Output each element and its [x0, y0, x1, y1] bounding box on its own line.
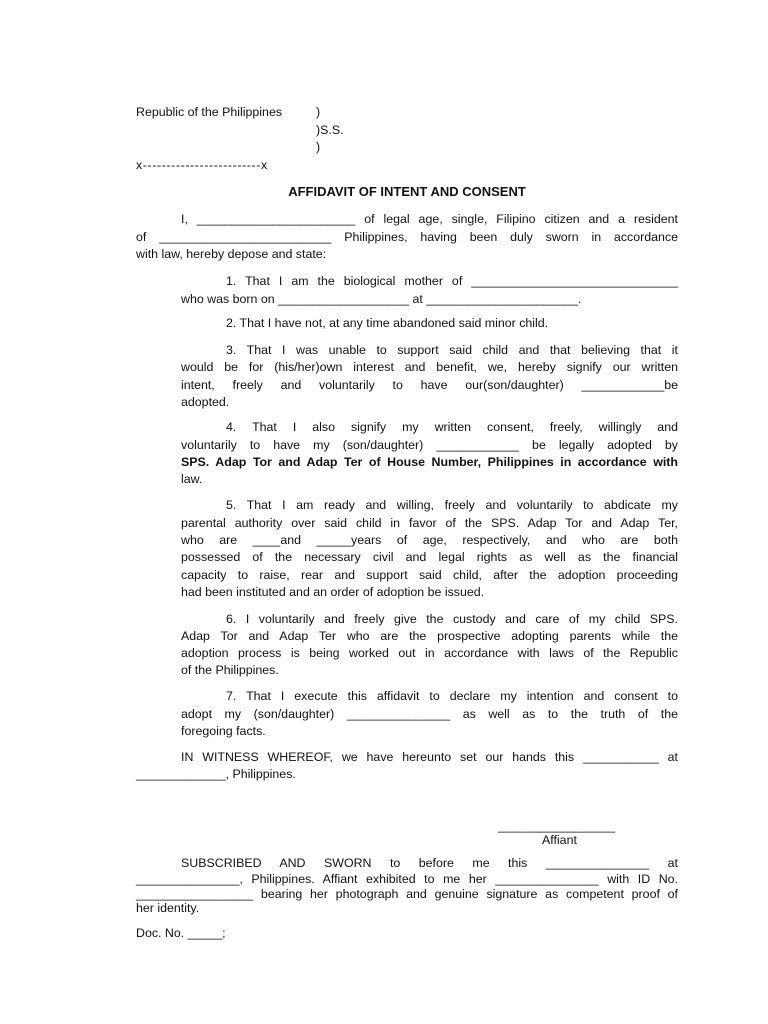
item-5-line-2: parental authority over said child in favor of the SPS. Adap Tor and Adap Ter,	[181, 516, 678, 530]
item-3-line-2: would be for (his/her)own interest and benefit, we, hereby signify our written	[181, 360, 678, 374]
jurat-line-4: her identity.	[136, 901, 200, 915]
caption-paren-3: )	[316, 140, 321, 154]
item-7-line-3: foregoing facts.	[181, 724, 266, 738]
item-1-line-2: who was born on ___________________ at ______________________.	[181, 292, 582, 306]
item-5-line-3: who are ____and _____years of age, respectively, and who are both	[181, 533, 678, 547]
item-4-line-4: law.	[181, 472, 203, 486]
item-4-line-1: 4. That I also signify my written consent, freely, willingly and	[226, 420, 678, 434]
witness-line-1: IN WITNESS WHEREOF, we have hereunto set our hands this ___________ at	[181, 750, 678, 764]
item-7-line-1: 7. That I execute this affidavit to declare my intention and consent to	[226, 689, 678, 703]
item-5-line-5: capacity to raise, rear and support said child, after the adoption proceeding	[181, 568, 678, 582]
item-6-line-3: adoption process is being worked out in accordance with laws of the Republic	[181, 646, 678, 660]
jurat-line-2: _______________, Philippines. Affiant exhibited to me her _______________ with ID No.	[136, 872, 678, 886]
item-1-line-1: 1. That I am the biological mother of ______________________________	[226, 274, 678, 288]
affiant-label: Affiant	[542, 833, 577, 847]
intro-line-3: with law, hereby depose and state:	[136, 247, 327, 261]
jurat-line-1: SUBSCRIBED AND SWORN to before me this _______________ at	[181, 856, 678, 870]
witness-line-2: _____________, Philippines.	[136, 767, 296, 781]
intro-line-2: of _________________________ Philippines, having been duly sworn in accordance	[136, 230, 678, 244]
item-5-line-6: had been instituted and an order of adoption be issued.	[181, 585, 485, 599]
item-6-line-2: Adap Tor and Adap Ter who are the prospective adopting parents while the	[181, 629, 678, 643]
item-6-line-4: of the Philippines.	[181, 663, 279, 677]
jurat-line-3: _________________ bearing her photograph and genuine signature as competent proof of	[136, 887, 678, 901]
item-5-line-1: 5. That I am ready and willing, freely and voluntarily to abdicate my	[226, 498, 678, 512]
item-3-line-4: adopted.	[181, 395, 230, 409]
document-title: AFFIDAVIT OF INTENT AND CONSENT	[288, 184, 526, 199]
signature-line: _________________	[498, 819, 616, 833]
intro-line-1: I, _______________________ of legal age, single, Filipino citizen and a resident	[181, 212, 678, 226]
item-4-line-2: voluntarily to have my (son/daughter) ____________ be legally adopted by	[181, 438, 678, 452]
caption-ss: )S.S.	[316, 123, 344, 137]
item-2-line-1: 2. That I have not, at any time abandoned said minor child.	[226, 316, 549, 330]
item-6-line-1: 6. I voluntarily and freely give the custody and care of my child SPS.	[226, 612, 678, 626]
caption-divider: x-------------------------x	[136, 158, 268, 172]
item-5-line-4: possessed of the necessary civil and legal rights as well as the financial	[181, 550, 678, 564]
item-3-line-1: 3. That I was unable to support said child and that believing that it	[226, 343, 678, 357]
item-3-line-3: intent, freely and voluntarily to have our(son/daughter) ____________be	[181, 378, 678, 392]
item-7-line-2: adopt my (son/daughter) _______________ as well as to the truth of the	[181, 707, 678, 721]
doc-number: Doc. No. _____;	[136, 926, 226, 940]
caption-paren-1: )	[316, 105, 321, 119]
item-4-line-3: SPS. Adap Tor and Adap Ter of House Number, Philippines in accordance with	[181, 455, 678, 469]
caption-republic: Republic of the Philippines	[136, 105, 283, 119]
